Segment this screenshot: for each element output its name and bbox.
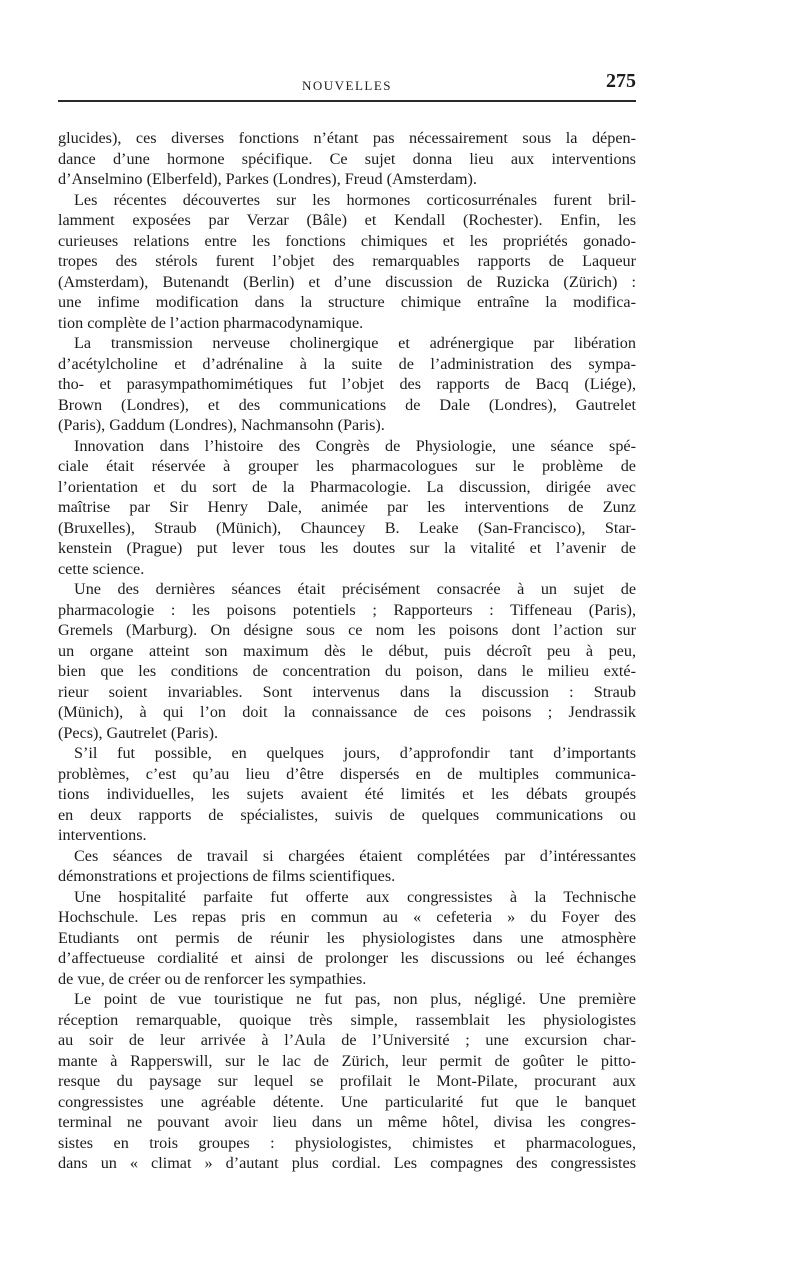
text-line: glucides), ces diverses fonctions n’étant pas nécessairement sous la dépen- (58, 129, 636, 147)
text-line: ciale était réservée à grouper les pharmacologues sur le problème de (58, 457, 636, 475)
text-line: problèmes, c’est qu’au lieu d’être dispersés en de multiples communica- (58, 764, 636, 783)
text-line: Etudiants ont permis de réunir les physiologistes dans une atmosphère (58, 928, 636, 947)
text-line: interventions. (58, 826, 147, 844)
text-line: d’affectueuse cordialité et ainsi de prolonger les discussions ou leé échanges (58, 949, 636, 967)
text-line: un organe atteint son maximum dès le début, puis décroît peu à peu, (58, 641, 636, 660)
text-line: rieur soient invariables. Sont intervenus dans la discussion : Straub (58, 682, 636, 701)
text-line: pharmacologie : les poisons potentiels ; Rapporteurs : Tiffeneau (Paris), (58, 600, 636, 619)
text-line: Les récentes découvertes sur les hormones corticosurrénales furent bril- (74, 190, 636, 209)
text-line: (Bruxelles), Straub (Münich), Chauncey B. Leake (San-Francisco), Star- (58, 518, 636, 537)
text-line: cette science. (58, 559, 145, 578)
text-line: Ces séances de travail si chargées étaient complétées par d’intéressantes (74, 846, 636, 865)
text-line: Gremels (Marburg). On désigne sous ce nom les poisons dont l’action sur (58, 621, 636, 639)
text-line: tropes des stérols furent l’objet des remarquables rapports de Laqueur (58, 252, 636, 270)
text-line: tion complète de l’action pharmacodynamique. (58, 313, 364, 332)
text-line: S’il fut possible, en quelques jours, d’approfondir tant d’importants (74, 744, 636, 762)
text-line: mante à Rapperswill, sur le lac de Zürich, leur permit de goûter le pitto- (58, 1051, 636, 1070)
text-line: dans un « climat » d’autant plus cordial. Les compagnes des congressistes (58, 1154, 636, 1172)
text-line: (Pecs), Gautrelet (Paris). (58, 723, 219, 742)
text-line: (Amsterdam), Butenandt (Berlin) et d’une discussion de Ruzicka (Zürich) : (58, 272, 636, 291)
text-line: (Münich), à qui l’on doit la connaissance de ces poisons ; Jendrassik (58, 703, 636, 721)
text-line: sistes en trois groupes : physiologistes, chimistes et pharmacologues, (58, 1133, 636, 1152)
text-line: lamment exposées par Verzar (Bâle) et Kendall (Rochester). Enfin, les (58, 211, 636, 229)
text-line: bien que les conditions de concentration du poison, dans le milieu exté- (58, 662, 636, 680)
text-line: tho- et parasympathomimétiques fut l’objet des rapports de Bacq (Liége), (58, 375, 636, 393)
text-line: en deux rapports de spécialistes, suivis de quelques communications ou (58, 805, 636, 824)
text-line: curieuses relations entre les fonctions chimiques et les propriétés gonado- (58, 231, 636, 250)
text-line: dance d’une hormone spécifique. Ce sujet donna lieu aux interventions (58, 149, 636, 168)
text-line: maîtrise par Sir Henry Dale, animée par les interventions de Zunz (58, 498, 636, 516)
text-line: d’acétylcholine et d’adrénaline à la suite de l’administration des sympa- (58, 354, 636, 373)
text-line: au soir de leur arrivée à l’Aula de l’Université ; une excursion char- (58, 1031, 636, 1049)
text-line: Une hospitalité parfaite fut offerte aux congressistes à la Technische (74, 887, 636, 906)
text-line: réception remarquable, quoique très simple, rassemblait les physiologistes (58, 1010, 636, 1029)
text-line: Le point de vue touristique ne fut pas, non plus, négligé. Une première (74, 990, 636, 1008)
text-line: Innovation dans l’histoire des Congrès de Physiologie, une séance spé- (74, 436, 636, 455)
text-line: La transmission nerveuse cholinergique et adrénergique par libération (74, 334, 636, 352)
text-line: d’Anselmino (Elberfeld), Parkes (Londres), Freud (Amsterdam). (58, 170, 477, 188)
text-line: kenstein (Prague) put lever tous les doutes sur la vitalité et l’avenir de (58, 539, 636, 557)
text-line: l’orientation et du sort de la Pharmacologie. La discussion, dirigée avec (58, 477, 636, 496)
text-line: une infime modification dans la structure chimique entraîne la modifica- (58, 293, 636, 311)
text-line: de vue, de créer ou de renforcer les sympathies. (58, 969, 367, 988)
text-line: Hochschule. Les repas pris en commun au « cefeteria » du Foyer des (58, 908, 636, 926)
body-text (58, 128, 636, 1174)
text-line: (Paris), Gaddum (Londres), Nachmansohn (Paris). (58, 416, 385, 434)
page-header (58, 66, 636, 102)
text-line: congressistes une agréable détente. Une particularité fut que le banquet (58, 1092, 636, 1111)
page-number: 275 (606, 70, 636, 92)
text-line: resque du paysage sur lequel se profilait le Mont-Pilate, procurant aux (58, 1072, 636, 1090)
text-line: terminal ne pouvant avoir lieu dans un même hôtel, divisa les congres- (58, 1113, 636, 1131)
text-line: tions individuelles, les sujets avaient été limités et les débats groupés (58, 785, 636, 803)
text-line: Brown (Londres), et des communications de Dale (Londres), Gautrelet (58, 395, 636, 414)
text-line: Une des dernières séances était précisément consacrée à un sujet de (74, 580, 636, 598)
running-title: NOUVELLES (301, 78, 393, 93)
text-line: démonstrations et projections de films scientifiques. (58, 867, 396, 885)
